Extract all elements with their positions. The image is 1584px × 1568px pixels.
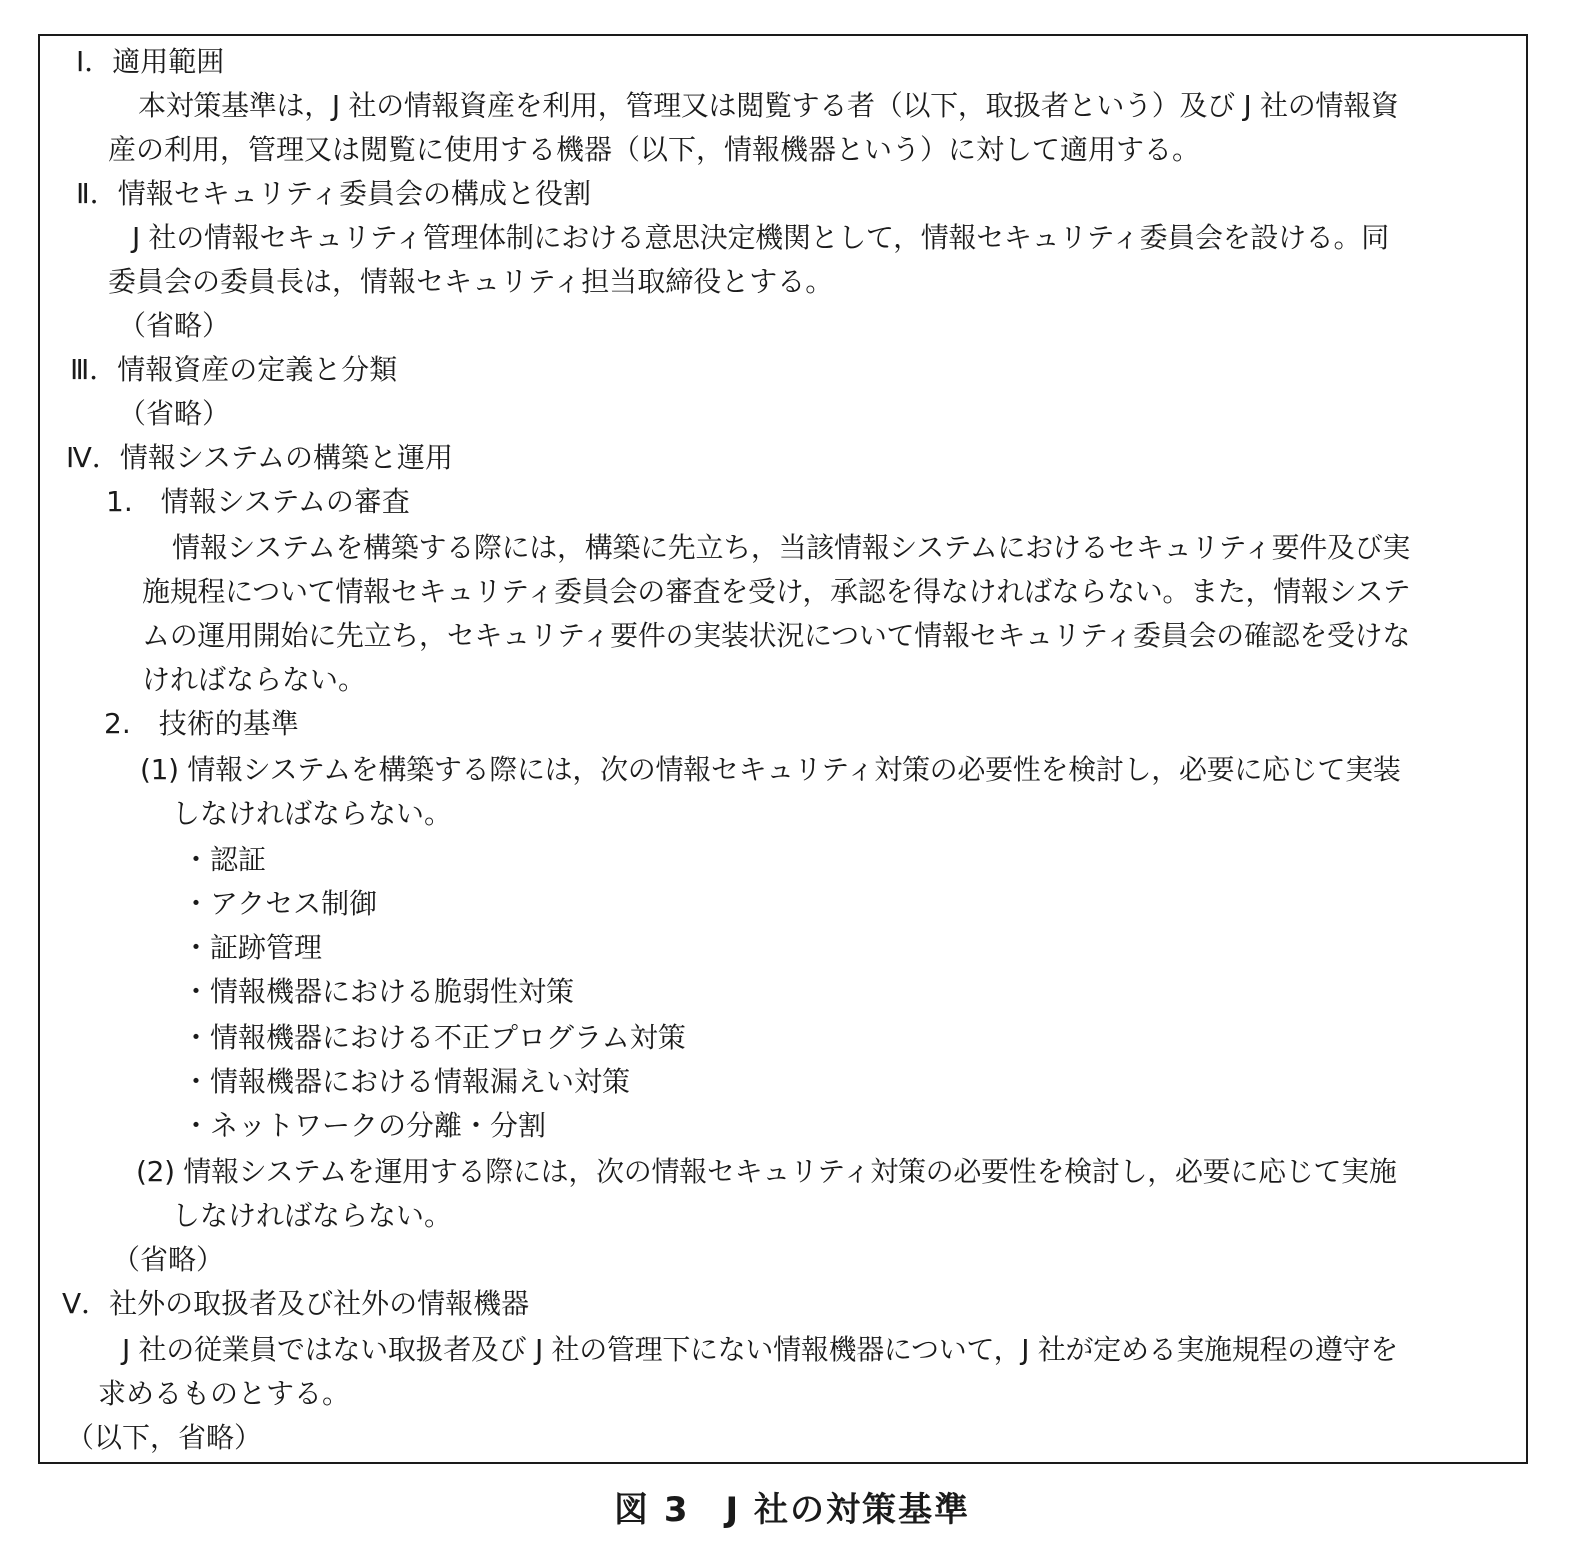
omitted-note: （省略） bbox=[118, 309, 231, 342]
figure-caption: 図 3 J 社の対策基準 bbox=[614, 1490, 970, 1530]
bullet-item: ・ネットワークの分離・分割 bbox=[182, 1109, 547, 1142]
section-1-text-line: 本対策基準は，J 社の情報資産を利用，管理又は閲覧する者（以下，取扱者という）及び J 社の情報資 bbox=[138, 89, 1399, 122]
bullet-item: ・情報機器における脆弱性対策 bbox=[182, 975, 575, 1008]
section-5-text-line: J 社の従業員ではない取扱者及び J 社の管理下にない情報機器について，J 社が定める実施規程の遵守を bbox=[122, 1333, 1398, 1366]
section-2-text-line: J 社の情報セキュリティ管理体制における意思決定機関として，情報セキュリティ委員会を設ける。同 bbox=[132, 221, 1389, 254]
section-2-heading: Ⅱ．情報セキュリティ委員会の構成と役割 bbox=[76, 177, 591, 210]
omitted-note: （以下，省略） bbox=[66, 1421, 263, 1454]
omitted-note: （省略） bbox=[118, 397, 231, 430]
section-2-text-line: 委員会の委員長は，情報セキュリティ担当取締役とする。 bbox=[108, 265, 834, 298]
subsection-text-line: ければならない。 bbox=[142, 663, 367, 696]
section-4-heading: Ⅳ．情報システムの構築と運用 bbox=[66, 441, 454, 474]
subsection-text-line: 情報システムを構築する際には，構築に先立ち，当該情報システムにおけるセキュリティ要件及び実 bbox=[172, 531, 1411, 564]
bullet-item: ・情報機器における情報漏えい対策 bbox=[182, 1065, 631, 1098]
bullet-item: ・情報機器における不正プログラム対策 bbox=[182, 1021, 686, 1054]
bullet-item: ・証跡管理 bbox=[182, 931, 323, 964]
bullet-item: ・認証 bbox=[182, 843, 267, 876]
section-1-heading: Ⅰ．適用範囲 bbox=[76, 45, 225, 78]
section-1-text-line: 産の利用，管理又は閲覧に使用する機器（以下，情報機器という）に対して適用する。 bbox=[108, 133, 1201, 166]
clause-text-line: しなければならない。 bbox=[172, 1199, 453, 1232]
omitted-note: （省略） bbox=[112, 1243, 225, 1276]
clause-text-line: しなければならない。 bbox=[172, 797, 453, 830]
section-5-heading: Ⅴ．社外の取扱者及び社外の情報機器 bbox=[62, 1287, 530, 1320]
clause-text-line: (2) 情報システムを運用する際には，次の情報セキュリティ対策の必要性を検討し，必要に応じて実施 bbox=[136, 1155, 1397, 1188]
subsection-heading: 2. 技術的基準 bbox=[104, 707, 299, 740]
bullet-item: ・アクセス制御 bbox=[182, 887, 378, 920]
subsection-heading: 1. 情報システムの審査 bbox=[106, 485, 410, 518]
clause-text-line: (1) 情報システムを構築する際には，次の情報セキュリティ対策の必要性を検討し，必要に応じて実装 bbox=[140, 753, 1401, 786]
section-3-heading: Ⅲ．情報資産の定義と分類 bbox=[70, 353, 398, 386]
subsection-text-line: ムの運用開始に先立ち，セキュリティ要件の実装状況について情報セキュリティ委員会の確認を受けな bbox=[142, 619, 1411, 652]
section-5-text-line: 求めるものとする。 bbox=[98, 1377, 351, 1410]
subsection-text-line: 施規程について情報セキュリティ委員会の審査を受け，承認を得なければならない。また，情報システ bbox=[142, 575, 1411, 608]
